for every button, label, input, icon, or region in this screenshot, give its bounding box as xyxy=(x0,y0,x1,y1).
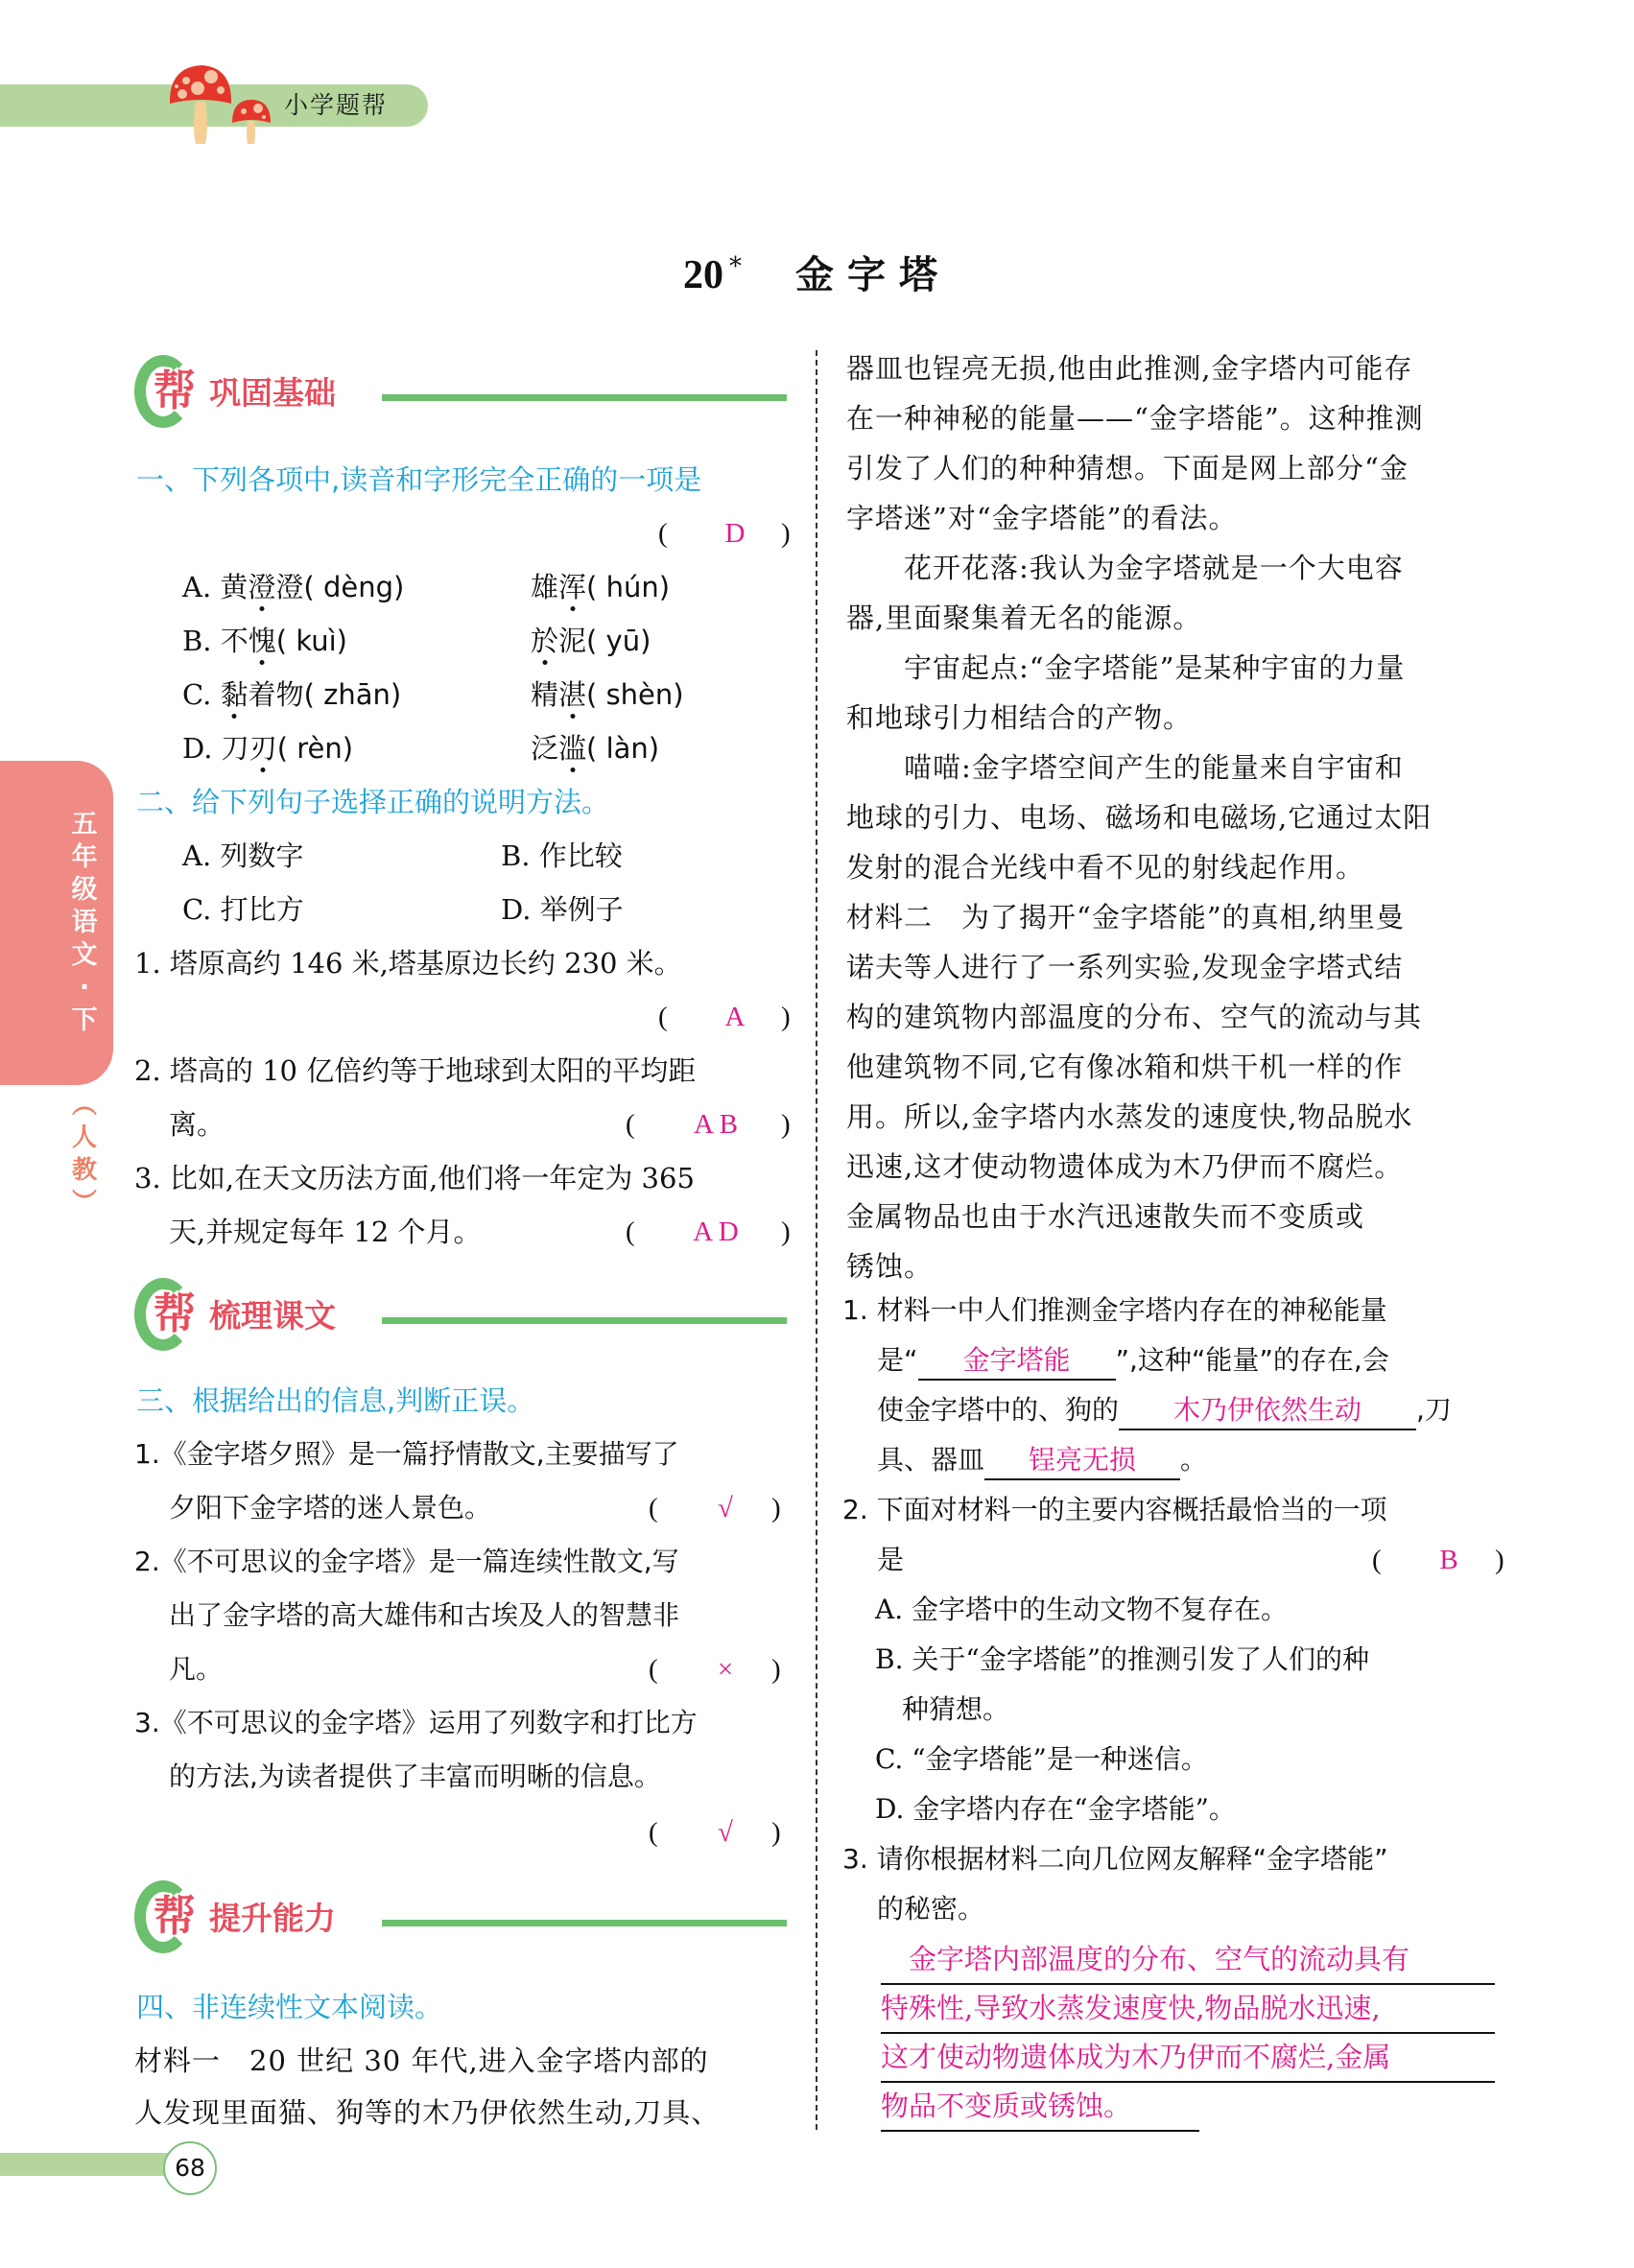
q3-item-1: 1.《金字塔夕照》是一篇抒情散文,主要描写了 xyxy=(134,1438,679,1470)
q2-item-3-cont: 天,并规定每年 12 个月。 xyxy=(169,1216,482,1248)
sub-question-1-blank-line: 是“ 金字塔能 ”,这种“能量”的存在,会 xyxy=(877,1341,1389,1381)
section-badge-char: 帮 xyxy=(154,366,196,415)
material-line: 地球的引力、电场、磁场和电磁场,它通过太阳 xyxy=(846,801,1433,834)
method-choice-b: B. 作比较 xyxy=(501,839,623,872)
sub-question-2: 2. 下面对材料一的主要内容概括最恰当的一项 xyxy=(842,1494,1387,1525)
option-a-left: A. 黄澄澄( dèng) xyxy=(182,571,405,603)
method-choice-d: D. 举例子 xyxy=(501,893,624,926)
comment-meow: 喵喵:金字塔空间产生的能量来自宇宙和 xyxy=(846,751,1404,784)
brand-label: 小学题帮 xyxy=(284,91,389,119)
option-c-left: C. 黏着物( zhān) xyxy=(182,678,402,711)
answer-line: 物品不变质或锈蚀。 xyxy=(881,2083,1199,2132)
lesson-title xyxy=(0,240,1634,302)
section-badge-char: 帮 xyxy=(154,1289,196,1338)
grade-char: 年 xyxy=(71,842,98,872)
material-line: 在一种神秘的能量——“金字塔能”。这种推测 xyxy=(846,402,1424,435)
q3-item-3: 3.《不可思议的金字塔》运用了列数字和打比方 xyxy=(134,1707,698,1738)
section-label: 提升能力 xyxy=(209,1900,336,1937)
grade-char: 语 xyxy=(71,908,98,937)
section-rule xyxy=(382,394,787,401)
q3-item-2: 2.《不可思议的金字塔》是一篇连续性散文,写 xyxy=(134,1546,679,1577)
fill-blank-3[interactable]: 锃亮无损 xyxy=(984,1442,1180,1480)
sub-question-1-blank-line: 具、器皿 锃亮无损 。 xyxy=(877,1441,1207,1480)
method-choice-c: C. 打比方 xyxy=(182,893,304,926)
grade-char: 下 xyxy=(71,1005,98,1035)
question-4-heading: 四、非连续性文本阅读。 xyxy=(136,1991,443,2023)
material-line: 他建筑物不同,它有像冰箱和烘干机一样的作 xyxy=(846,1051,1404,1083)
q3-item-1-cont: 夕阳下金字塔的迷人景色。 xyxy=(169,1492,492,1524)
fill-blank-2[interactable]: 木乃伊依然生动 xyxy=(1119,1392,1416,1430)
material-line: 发射的混合光线中看不见的射线起作用。 xyxy=(846,851,1365,884)
lesson-marker: * xyxy=(729,252,742,281)
lesson-name: 金字塔 xyxy=(795,253,951,297)
material-line: 引发了人们的种种猜想。下面是网上部分“金 xyxy=(846,452,1409,484)
q2-item-1: 1. 塔原高约 146 米,塔基原边长约 230 米。 xyxy=(134,947,682,980)
material-line: 用。所以,金字塔内水蒸发的速度快,物品脱水 xyxy=(846,1100,1413,1133)
answer-line: 金字塔内部温度的分布、空气的流动具有 xyxy=(881,1936,1495,1985)
edition-label xyxy=(67,1089,102,1219)
sub2-option-b-cont: 种猜想。 xyxy=(875,1693,1010,1725)
lesson-number: 20 xyxy=(683,253,723,297)
q3-item-2-cont: 凡。 xyxy=(169,1653,224,1685)
answer-value: D xyxy=(724,518,746,549)
material-1-line: 材料一 20 世纪 30 年代,进入金字塔内部的 xyxy=(134,2044,709,2077)
option-a-right: 雄浑( hún) xyxy=(531,571,671,603)
sub2-option-c: C. “金字塔能”是一种迷信。 xyxy=(875,1743,1208,1775)
material-line: 和地球引力相结合的产物。 xyxy=(846,701,1193,734)
sub2-option-d: D. 金字塔内存在“金字塔能”。 xyxy=(875,1793,1236,1825)
material-line: 器皿也锃亮无损,他由此推测,金字塔内可能存 xyxy=(846,352,1413,385)
q2-item-2-cont: 离。 xyxy=(169,1108,225,1141)
grade-char: 文 xyxy=(71,940,98,970)
grade-char: 五 xyxy=(71,810,98,839)
fill-blank-1[interactable]: 金字塔能 xyxy=(918,1342,1116,1381)
grade-char: · xyxy=(79,973,90,1003)
comment-universe: 宇宙起点:“金字塔能”是某种宇宙的力量 xyxy=(846,651,1406,684)
sub-question-3-cont: 的秘密。 xyxy=(877,1893,985,1925)
material-2 xyxy=(846,892,1499,1291)
grade-char: 级 xyxy=(71,875,98,905)
question-3-heading: 三、根据给出的信息,判断正误。 xyxy=(136,1384,535,1417)
answer-line: 特殊性,导致水蒸发速度快,物品脱水迅速, xyxy=(881,1985,1495,2034)
option-d-left: D. 刀刃( rèn) xyxy=(182,732,354,765)
answer-area-sub3[interactable] xyxy=(881,1936,1495,2132)
edition-char: 教 xyxy=(71,1156,97,1185)
section-heading-consolidate xyxy=(134,355,787,432)
material-1-continued xyxy=(846,343,1499,892)
section-label: 巩固基础 xyxy=(209,374,336,412)
edition-char: ︵ xyxy=(71,1091,97,1120)
option-d-right: 泛滥( làn) xyxy=(531,732,660,765)
mushroom-icon xyxy=(167,59,234,146)
section-label: 梳理课文 xyxy=(209,1297,336,1335)
comment-flower: 花开花落:我认为金字塔就是一个大电容 xyxy=(846,552,1404,584)
option-b-left: B. 不愧( kuì) xyxy=(182,625,347,657)
sub-question-2-cont: 是 xyxy=(877,1544,905,1575)
material-line: 器,里面聚集着无名的能源。 xyxy=(846,602,1202,634)
material-line: 材料二 为了揭开“金字塔能”的真相,纳里曼 xyxy=(846,901,1405,933)
q3-item-3-cont: 的方法,为读者提供了丰富而明晰的信息。 xyxy=(169,1760,661,1792)
material-1-line: 人发现里面猫、狗等的木乃伊依然生动,刀具、 xyxy=(134,2096,721,2129)
footer-band xyxy=(0,2153,182,2176)
column-divider xyxy=(816,350,817,2130)
material-line: 诺夫等人进行了一系列实验,发现金字塔式结 xyxy=(846,951,1404,983)
edition-char: 人 xyxy=(71,1123,97,1152)
sub-question-3: 3. 请你根据材料二向几位网友解释“金字塔能” xyxy=(842,1843,1388,1875)
q3-item-2-cont: 出了金字塔的高大雄伟和古埃及人的智慧非 xyxy=(169,1599,680,1631)
material-line: 金属物品也由于水汽迅速散失而不变质或 xyxy=(846,1200,1365,1233)
sub-question-1: 1. 材料一中人们推测金字塔内存在的神秘能量 xyxy=(842,1294,1387,1326)
material-line: 字塔迷”对“金字塔能”的看法。 xyxy=(846,502,1238,534)
q2-item-3: 3. 比如,在天文历法方面,他们将一年定为 365 xyxy=(134,1162,695,1194)
section-heading-review xyxy=(134,1278,787,1355)
section-heading-improve xyxy=(134,1880,787,1957)
material-line: 构的建筑物内部温度的分布、空气的流动与其 xyxy=(846,1001,1423,1033)
question-1-heading: 一、下列各项中,读音和字形完全正确的一项是 xyxy=(136,463,702,496)
sub2-option-a: A. 金字塔中的生动文物不复存在。 xyxy=(875,1594,1289,1625)
material-line: 迅速,这才使动物遗体成为木乃伊而不腐烂。 xyxy=(846,1150,1404,1183)
section-badge-char: 帮 xyxy=(154,1892,196,1941)
option-c-right: 精湛( shèn) xyxy=(531,678,684,711)
material-line: 锈蚀。 xyxy=(846,1250,934,1283)
option-b-right: 於泥( yū) xyxy=(531,625,651,657)
page-number: 68 xyxy=(163,2141,217,2195)
answer-line: 这才使动物遗体成为木乃伊而不腐烂,金属 xyxy=(881,2034,1495,2083)
method-choice-a: A. 列数字 xyxy=(182,839,304,872)
section-rule xyxy=(382,1920,787,1926)
q2-item-2: 2. 塔高的 10 亿倍约等于地球到太阳的平均距 xyxy=(134,1054,697,1087)
sub2-option-b: B. 关于“金字塔能”的推测引发了人们的种 xyxy=(875,1643,1370,1675)
section-rule xyxy=(382,1317,787,1324)
sub-question-1-blank-line: 使金字塔中的、狗的 木乃伊依然生动 ,刀 xyxy=(877,1391,1452,1430)
mushroom-icon xyxy=(230,96,272,146)
grade-label xyxy=(65,809,104,1037)
question-2-heading: 二、给下列句子选择正确的说明方法。 xyxy=(136,786,610,818)
edition-char: ︶ xyxy=(71,1189,97,1217)
